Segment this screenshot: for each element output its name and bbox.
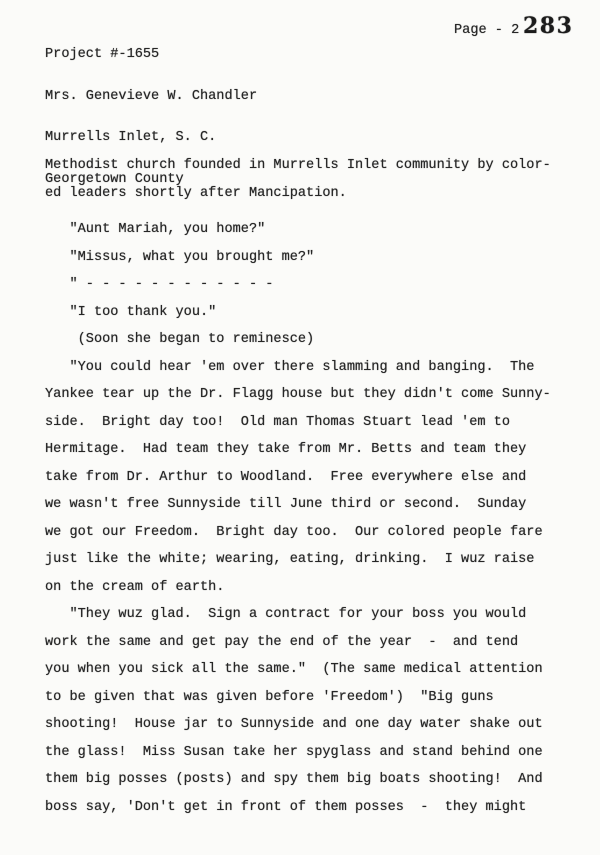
county: Georgetown County — [45, 171, 184, 187]
text-line: Yankee tear up the Dr. Flagg house but they didn't come Sunny- — [45, 387, 551, 402]
text-line: Hermitage. Had team they take from Mr. Betts and team they — [45, 442, 527, 457]
project-number: Project #-1655 — [45, 46, 160, 62]
text-line: (Soon she began to reminesce) — [45, 332, 315, 347]
text-line: side. Bright day too! Old man Thomas Stuart lead 'em to — [45, 414, 510, 430]
text-line: "You could hear 'em over there slamming and banging. The — [45, 359, 535, 375]
text-line: to be given that was given before 'Freedom') "Big guns — [45, 689, 494, 705]
text-line: " - - - - - - - - - - - - — [45, 277, 274, 292]
text-line: we got our Freedom. Bright day too. Our colored people fare — [45, 524, 543, 540]
text-line: "Aunt Mariah, you home?" — [45, 222, 266, 237]
text-line: boss say, 'Don't get in front of them posses - they might — [45, 799, 527, 815]
text-line: take from Dr. Arthur to Woodland. Free everywhere else and — [45, 469, 527, 485]
text-line: shooting! House jar to Sunnyside and one day water shake out — [45, 717, 543, 732]
text-line: "They wuz glad. Sign a contract for your boss you would — [45, 607, 527, 622]
location: Murrells Inlet, S. C. — [45, 130, 217, 146]
page-label: Page - 2 — [454, 23, 520, 38]
page-stamp-number: 283 — [523, 13, 574, 39]
text-line: ed leaders shortly after Mancipation. — [45, 185, 347, 201]
document-body — [45, 152, 551, 821]
text-line: just like the white; wearing, eating, drinking. I wuz raise — [45, 552, 535, 567]
text-line: we wasn't free Sunnyside till June third or second. Sunday — [45, 497, 527, 512]
text-line: "I too thank you." — [45, 304, 217, 320]
author-name: Mrs. Genevieve W. Chandler — [45, 88, 258, 104]
text-line: Methodist church founded in Murrells Inlet community by color- — [45, 158, 551, 173]
text-line: work the same and get pay the end of the year - and tend — [45, 634, 519, 650]
text-line: on the cream of earth. — [45, 579, 225, 595]
text-line: them big posses (posts) and spy them big boats shooting! And — [45, 772, 543, 787]
text-line: you when you sick all the same." (The same medical attention — [45, 662, 543, 677]
text-line: "Missus, what you brought me?" — [45, 249, 315, 265]
text-line: the glass! Miss Susan take her spyglass and stand behind one — [45, 744, 543, 760]
